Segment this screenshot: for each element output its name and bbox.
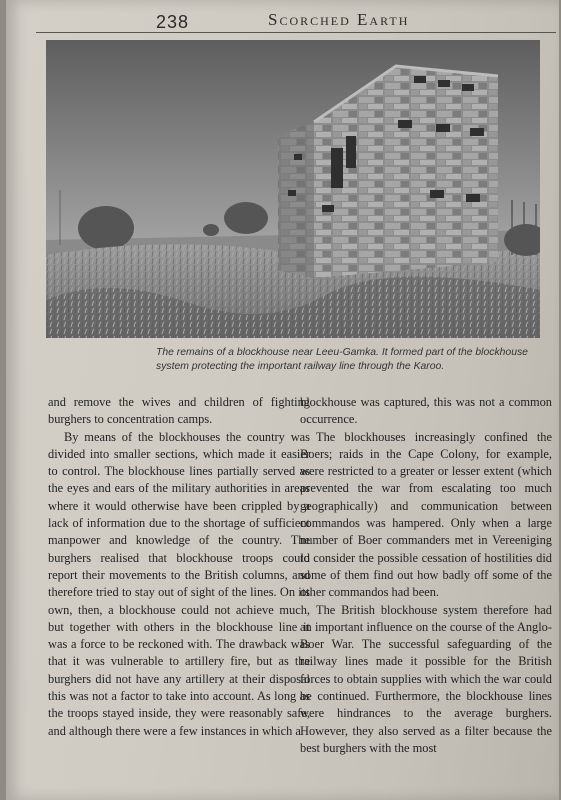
text-column-left	[48, 394, 310, 740]
paragraph: By means of the blockhouses the country was divided into smaller sections, which made it easier to control. The blockhouse lines partially served as the eyes and ears of the military authorities in areas where it would otherwise have been crippled by a lack of information due to the shortage of sufficient manpower and knowledge of the country. The burghers realised that blockhouse troops could report their movements to the British columns, and therefore tried to stay out of sight of the lines. On its own, then, a blockhouse could not achieve much, but together with others in the blockhouse line it was a force to be reckoned with. The drawback was that it was vulnerable to artillery fire, but as the burghers did not have any artillery at their disposal this was not a factor to take into account. As long as the troops stayed inside, they were reasonably safe, and although there were a few instances in which a	[48, 429, 310, 738]
paragraph: The blockhouses increasingly confined the Boers; raids in the Cape Colony, for example, were restricted to a greater or lesser extent (which prevented the war from escalating too much geographically) and communication between commandos was hampered. Only when a large number of Boer commanders met in Vereeniging to consider the possible cessation of hostilities did some of them find out how badly off some of the other commandos had been.	[300, 429, 552, 600]
page-header	[6, 6, 559, 30]
paragraph: The British blockhouse system therefore had an important influence on the course of the Anglo-Boer War. The successful safeguarding of the railway lines made it possible for the British forces to obtain supplies with which the war could be continued. Furthermore, the blockhouse lines were hindrances to the average burghers. However, they also served as a filter because the best burghers with the most	[300, 602, 552, 755]
paragraph: and remove the wives and children of fighting burghers to concentration camps.	[48, 395, 310, 427]
text-column-right	[300, 394, 552, 757]
photo-illustration	[46, 40, 540, 338]
book-page	[6, 0, 559, 800]
blockhouse-photo	[46, 40, 540, 338]
header-rule	[36, 32, 556, 33]
page-number: 238	[156, 12, 190, 32]
figure-caption: The remains of a blockhouse near Leeu-Gamka. It formed part of the blockhouse system protecting the important railway line through the Karoo.	[156, 347, 528, 372]
paragraph: blockhouse was captured, this was not a common occurrence.	[300, 395, 552, 427]
running-title: Scorched Earth	[268, 10, 410, 29]
